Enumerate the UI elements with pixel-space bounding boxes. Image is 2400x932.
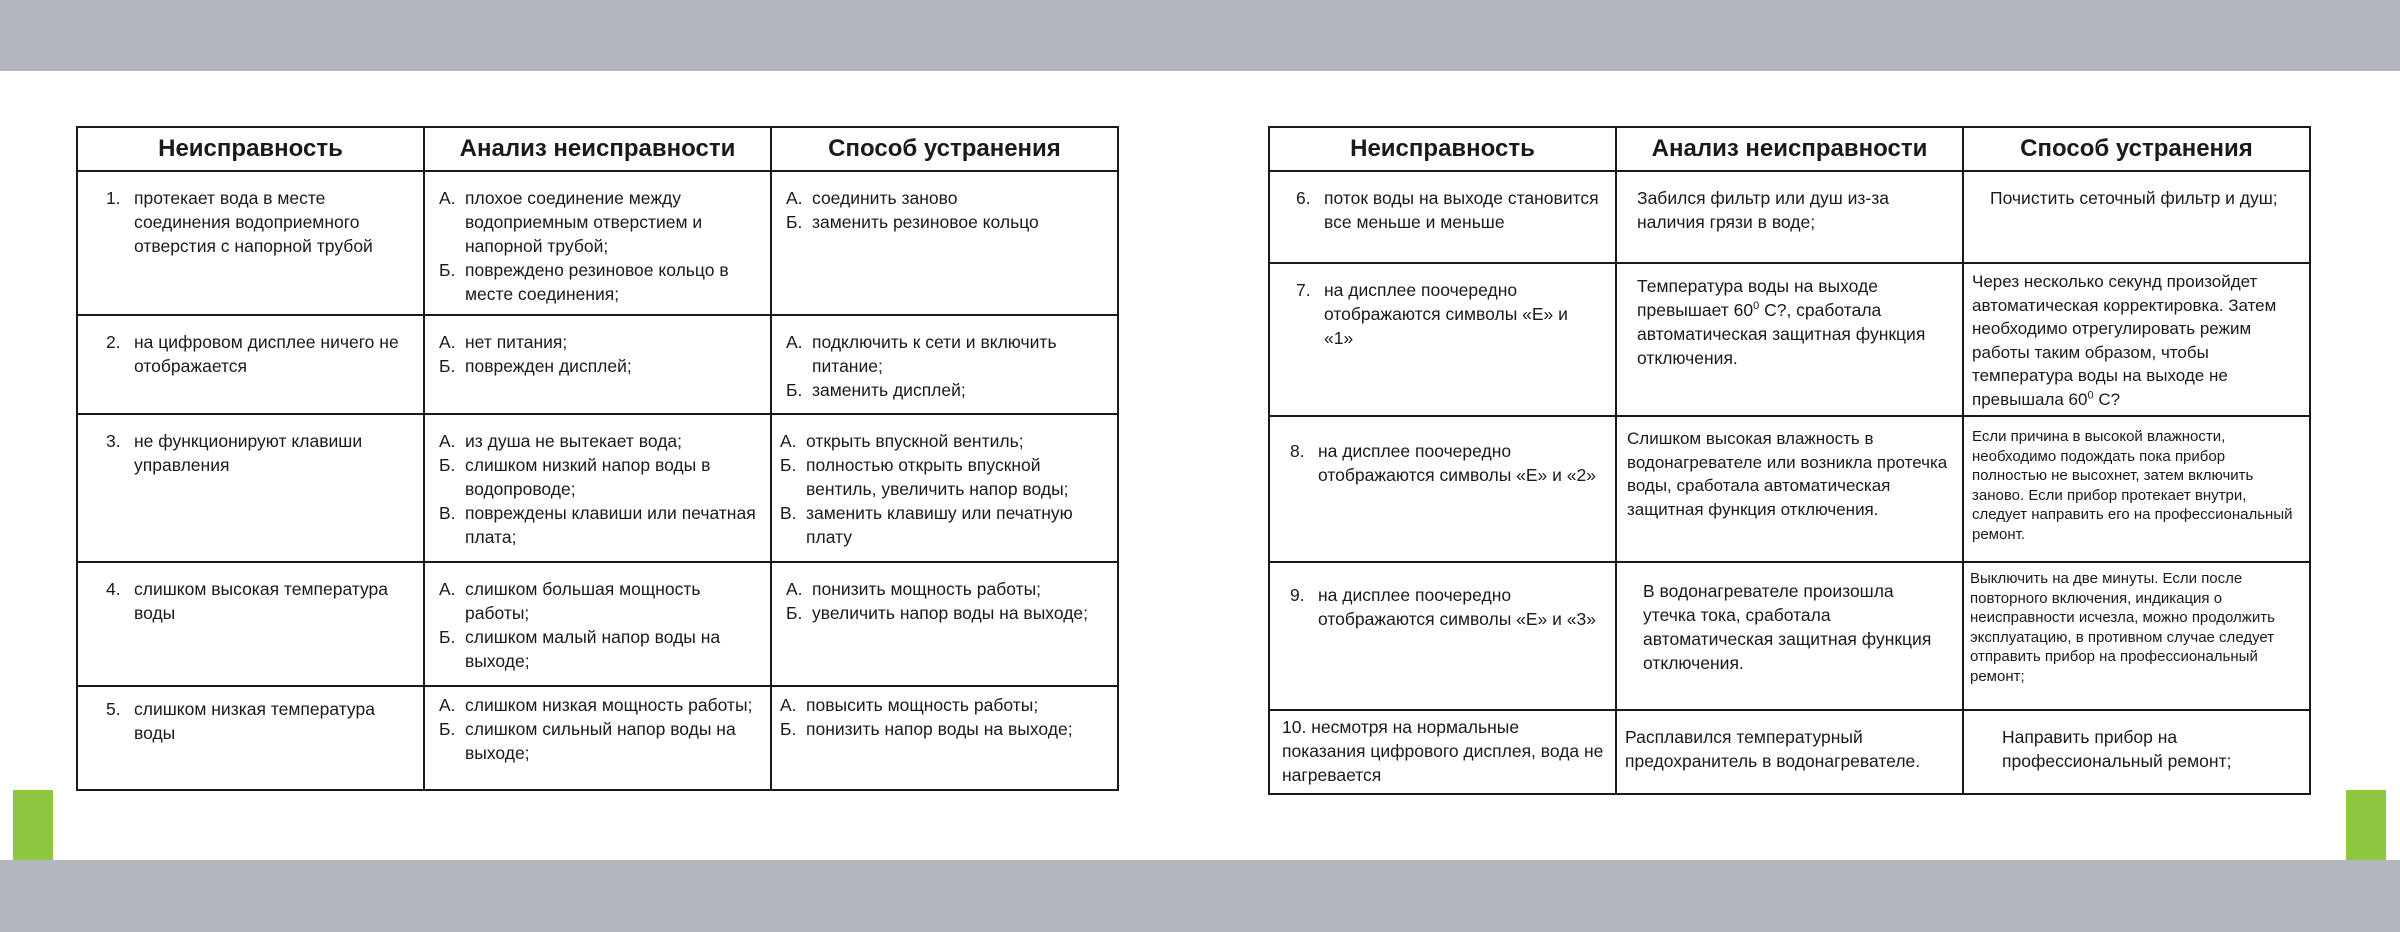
fault-cell: 2. на цифровом дисплее ничего не отображается xyxy=(77,315,424,414)
list-item: Б. полностью открыть впускной вентиль, увеличить напор воды; xyxy=(780,455,1069,499)
list-item: А. из душа не вытекает вода; xyxy=(439,431,682,451)
fault-cell: 9. на дисплее поочередно отображаются символы «E» и «3» xyxy=(1269,562,1616,710)
analysis-cell xyxy=(424,315,771,414)
analysis-cell: В водонагревателе произошла утечка тока, сработала автоматическая защитная функция отключения. xyxy=(1616,562,1963,710)
header-analysis: Анализ неисправности xyxy=(1616,127,1963,171)
fault-cell: 4. слишком высокая температура воды xyxy=(77,562,424,686)
list-item: А. слишком низкая мощность работы; xyxy=(439,695,753,715)
remedy-cell xyxy=(771,414,1118,562)
remedy-cell xyxy=(771,315,1118,414)
list-item: Б. заменить дисплей; xyxy=(786,380,966,400)
list-item: А. подключить к сети и включить питание; xyxy=(786,332,1057,376)
right-page-accent xyxy=(2346,790,2386,860)
fault-cell: 1. протекает вода в месте соединения водоприемного отверстия с напорной трубой xyxy=(77,171,424,315)
list-item: А. понизить мощность работы; xyxy=(786,579,1042,599)
troubleshooting-table-left xyxy=(76,126,1119,791)
header-remedy: Способ устранения xyxy=(1963,127,2310,171)
table-row xyxy=(77,414,1118,562)
list-item: Б. слишком низкий напор воды в водопроводе; xyxy=(439,455,711,499)
fault-cell: 8. на дисплее поочередно отображаются символы «E» и «2» xyxy=(1269,416,1616,562)
analysis-cell xyxy=(424,562,771,686)
list-item: Б. поврежден дисплей; xyxy=(439,356,632,376)
header-fault: Неисправность xyxy=(1269,127,1616,171)
fault-cell: 3. не функционируют клавиши управления xyxy=(77,414,424,562)
table-row xyxy=(77,562,1118,686)
header-remedy: Способ устранения xyxy=(771,127,1118,171)
header-fault: Неисправность xyxy=(77,127,424,171)
remedy-cell xyxy=(771,171,1118,315)
troubleshooting-table-right xyxy=(1268,126,2311,795)
list-item: Б. понизить напор воды на выходе; xyxy=(780,719,1073,739)
list-item: В. заменить клавишу или печатную плату xyxy=(780,503,1073,547)
list-item: Б. повреждено резиновое кольцо в месте соединения; xyxy=(439,260,729,304)
list-item: А. соединить заново xyxy=(786,188,958,208)
remedy-cell xyxy=(771,562,1118,686)
analysis-cell xyxy=(424,414,771,562)
fault-cell: 6. поток воды на выходе становится все меньше и меньше xyxy=(1269,171,1616,263)
analysis-cell: Расплавился температурный предохранитель в водонагревателе. xyxy=(1616,710,1963,794)
list-item: Б. слишком сильный напор воды на выходе; xyxy=(439,719,736,763)
fault-cell: 7. на дисплее поочередно отображаются символы «E» и «1» xyxy=(1269,263,1616,416)
list-item: В. повреждены клавиши или печатная плата; xyxy=(439,503,756,547)
analysis-cell xyxy=(424,686,771,790)
table-row xyxy=(1269,171,2310,263)
analysis-cell: Температура воды на выходе превышает $60^0$ С?, сработала автоматическая защитная функция отключения. xyxy=(1616,263,1963,416)
left-page-accent xyxy=(13,790,53,860)
analysis-cell: Слишком высокая влажность в водонагревателе или возникла протечка воды, сработала автоматическая защитная функция отключения. xyxy=(1616,416,1963,562)
remedy-cell: Если причина в высокой влажности, необходимо подождать пока прибор полностью не высохнет, затем включить заново. Если прибор протекает внутри, следует направить его на профессиональный ремонт. xyxy=(1963,416,2310,562)
header-analysis: Анализ неисправности xyxy=(424,127,771,171)
table-row xyxy=(1269,710,2310,794)
list-item: Б. увеличить напор воды на выходе; xyxy=(786,603,1089,623)
remedy-cell: Выключить на две минуты. Если после повторного включения, индикация о неисправности исчезла, можно продолжить эксплуатацию, в противном случае следует отправить прибор на профессиональный ремонт; xyxy=(1963,562,2310,710)
fault-cell: 10. несмотря на нормальные показания цифрового дисплея, вода не нагревается xyxy=(1269,710,1616,794)
table-header-row xyxy=(77,127,1118,171)
table-row xyxy=(77,686,1118,790)
fault-cell: 5. слишком низкая температура воды xyxy=(77,686,424,790)
table-row xyxy=(1269,263,2310,416)
list-item: А. нет питания; xyxy=(439,332,568,352)
remedy-cell xyxy=(771,686,1118,790)
remedy-cell: Направить прибор на профессиональный ремонт; xyxy=(1963,710,2310,794)
table-row xyxy=(77,315,1118,414)
analysis-cell xyxy=(424,171,771,315)
table-header-row xyxy=(1269,127,2310,171)
list-item: Б. слишком малый напор воды на выходе; xyxy=(439,627,721,671)
bottom-band xyxy=(0,860,2400,932)
list-item: А. плохое соединение между водоприемным отверстием и напорной трубой; xyxy=(439,188,703,256)
list-item: Б. заменить резиновое кольцо xyxy=(786,212,1039,232)
table-row xyxy=(1269,416,2310,562)
list-item: А. слишком большая мощность работы; xyxy=(439,579,701,623)
remedy-cell: Почистить сеточный фильтр и душ; xyxy=(1963,171,2310,263)
top-band xyxy=(0,0,2400,71)
analysis-cell: Забился фильтр или душ из-за наличия грязи в воде; xyxy=(1616,171,1963,263)
table-row xyxy=(1269,562,2310,710)
table-row xyxy=(77,171,1118,315)
remedy-cell: Через несколько секунд произойдет автоматическая корректировка. Затем необходимо отрегулировать режим работы таким образом, чтобы температура воды на выходе не превышала $60^0$ С? xyxy=(1963,263,2310,416)
list-item: А. повысить мощность работы; xyxy=(780,695,1039,715)
list-item: А. открыть впускной вентиль; xyxy=(780,431,1024,451)
